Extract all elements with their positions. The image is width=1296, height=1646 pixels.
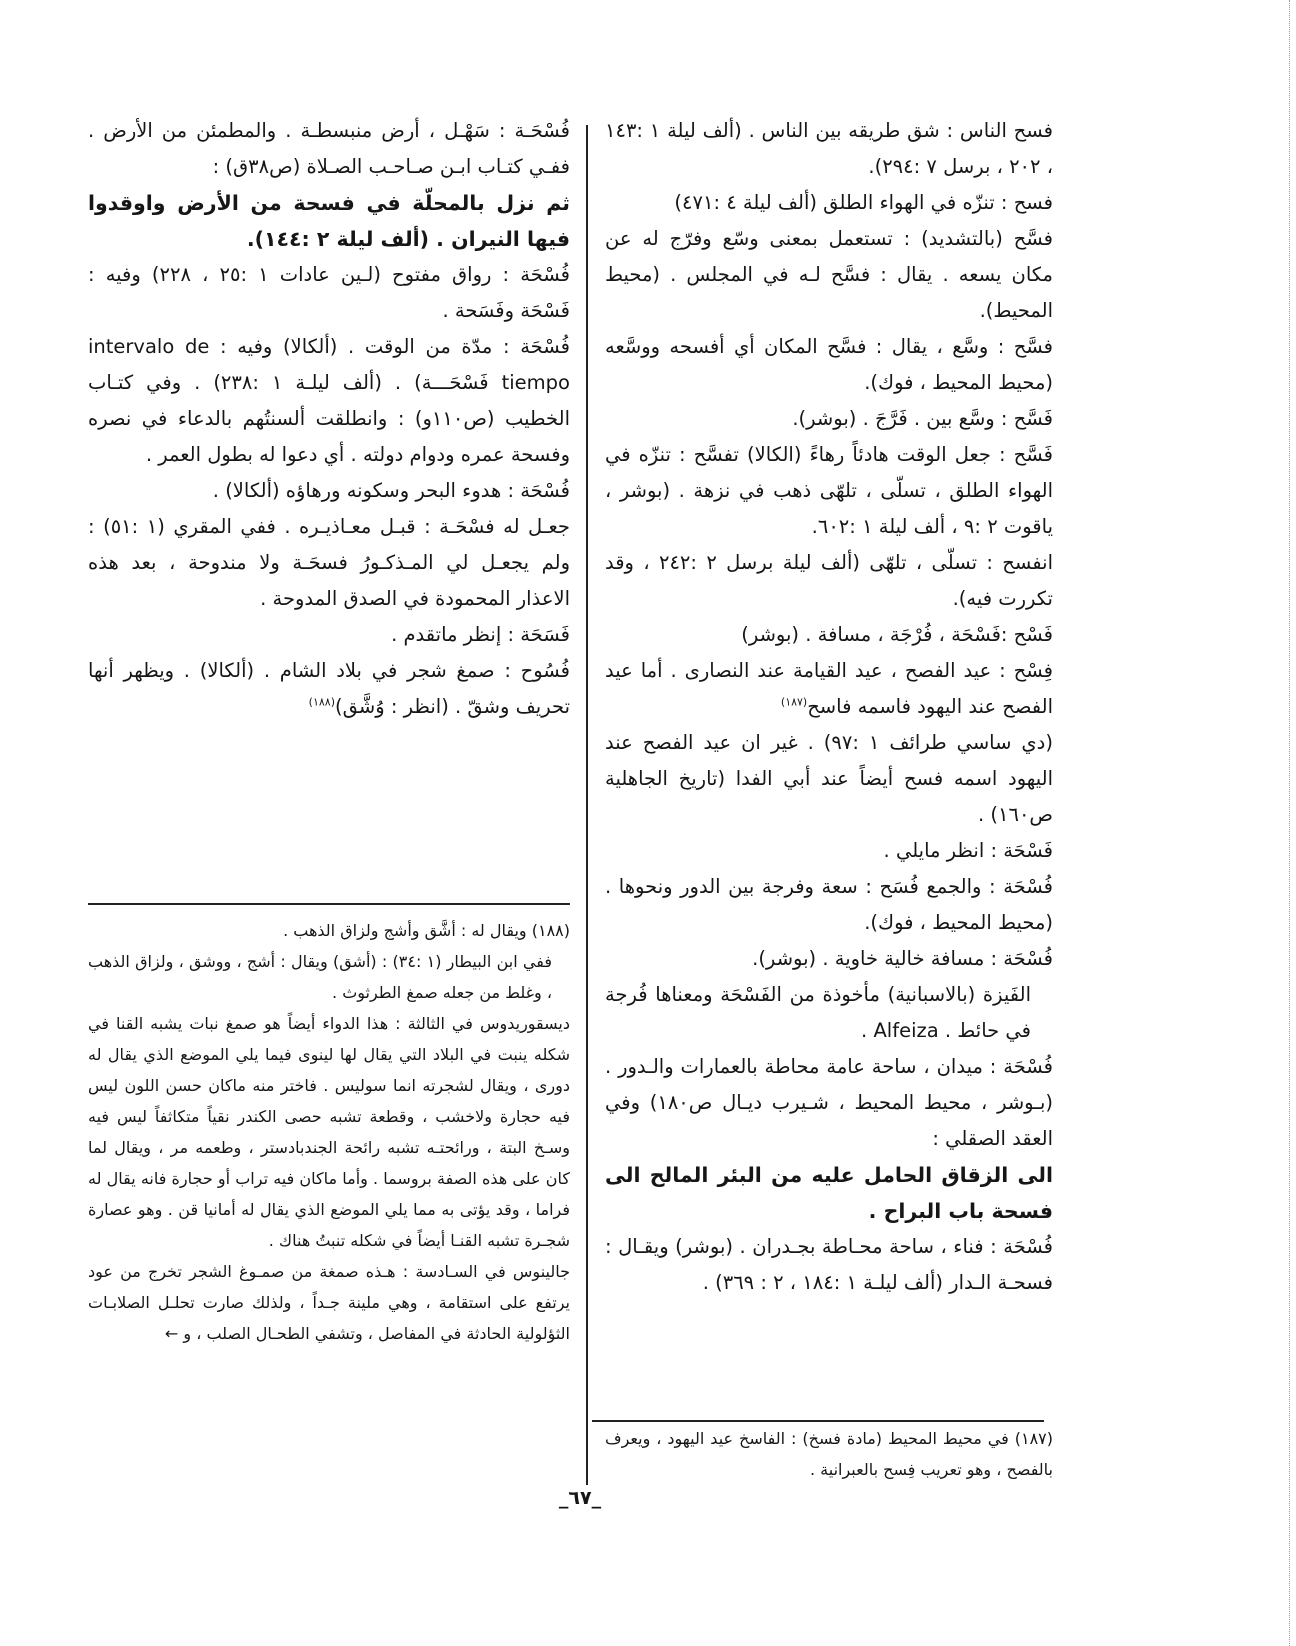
dictionary-entry-text: فُسْحَة : ميدان ، ساحة عامة محاطة بالعمارات والـدور . (بـوشر ، محيط المحيط ، شـيرب ديـال ص١٨٠) وفي العقد الصقلي : [605,1055,1053,1150]
dictionary-entry-text: فَسَّح : جعل الوقت هادئاً رهاءً (الكالا) تفسَّح : تنزّه في الهواء الطلق ، تسلّى ، تلهّى ذهب في نزهة . (بوشر ، ياقوت ٢ :٩ ، ألف ليلة ١ :٦٠٢. [605,443,1053,538]
footnote-paragraph-text: ديسقوريدوس في الثالثة : هذا الدواء أيضاً هو صمغ نبات يشبه القنا في شكله ينبت في البلاد التي يقال لها لينوى فيما يلي الموضع الذي يقال له دورى ، ويقال لشجرته انما سوليس . فاختر منه ماكان حسن اللون ليس فيه حجارة ولاخشب ، وقطعة تشبه حصى الكندر نقياً متكاثفاً ليس فيه وسـخ البتة ، ورائحتـه تشبه رائحة الجندبادستر ، وطعمه مر ، ويقال لما كان على هذه الصفة بروسما . وأما ماكان فيه تراب أو حجارة فانه يقال له فراما ، وقد يؤتى به مما يلي الموضع الذي يقال له أمانيا قن . وهو عصارة شجـرة تشبه القنـا أيضاً في شكله تنبتُ هناك . [88,1014,570,1250]
dictionary-entry [605,437,1053,545]
dictionary-entry [605,1157,1053,1229]
dictionary-entry [605,977,1053,1049]
dictionary-entry-text: (دي ساسي طرائف ١ :٩٧) . غير ان عيد الفصح عند اليهود اسمه فسح أيضاً عند أبي الفدا (تاريخ الجاهلية ص١٦٠) . [605,731,1053,826]
footnote-marker: (١٨٧) [780,695,808,709]
dictionary-entry-text: فُسُوح : صمغ شجر في بلاد الشام . (ألكالا) . ويظهر أنها تحريف وشقّ . (انظر : وُشَّق) [88,659,570,718]
footnote-paragraph-text: (١٨٨) ويقال له : أشَّق وأشج ولزاق الذهب . [283,921,570,940]
scan-edge-dots [1289,0,1290,1646]
dictionary-entry [88,473,570,509]
dictionary-entry-text: فسَّح (بالتشديد) : تستعمل بمعنى وسّع وفرّج له عن مكان يسعه . يقال : فسَّح لـه في المجلس . (محيط المحيط). [605,227,1053,322]
dictionary-entry-text: فَسَّح : وسَّع بين . فَرَّجَ . (بوشر). [792,407,1053,430]
footnote-paragraph-text: جالينوس في السـادسة : هـذه صمغة من صمـوغ الشجر تخرج من عود يرتفع على استقامة ، وهي ملينة جـداً ، ولذلك صارت تحلـل الصلابـات الثؤلولية الحادثة في المفاصل ، وتشفي الطحـال الصلب ، و ← [88,1262,570,1343]
dictionary-entry-text: فُسْحَة : هدوء البحر وسكونه ورهاؤه (ألكالا) . [212,479,570,502]
dictionary-entry [605,833,1053,869]
left-column [88,113,570,725]
dictionary-entry [605,185,1053,221]
footnote-188 [88,915,570,1349]
dictionary-entry [88,329,570,473]
footnote-paragraph-text: (١٨٧) في محيط المحيط (مادة فسخ) : الفاسخ عيد اليهود ، ويعرف بالفصح ، وهو تعريب فِسح بالعبرانية . [605,1429,1053,1479]
dictionary-entry [605,329,1053,401]
dictionary-entry [605,401,1053,437]
dictionary-entry [605,221,1053,329]
dictionary-entry [88,653,570,725]
footnote-paragraph [88,1256,570,1349]
dictionary-entry [605,545,1053,617]
dictionary-entry [605,653,1053,725]
dictionary-entry [605,617,1053,653]
dictionary-entry-text: الى الزقاق الحامل عليه من البئر المالح الى فسحة باب البراح . [605,1163,1053,1223]
page-number: _٦٧_ [558,1487,602,1509]
dictionary-entry-text: ثم نزل بالمحلّة في فسحة من الأرض واوقدوا فيها النيران . (ألف ليلة ٢ :١٤٤). [88,191,570,251]
dictionary-entry-text: الفَيزة (بالاسبانية) مأخوذة من الفَسْحَة ومعناها فُرجة في حائط . Alfeiza . [605,983,1031,1042]
dictionary-entry [88,617,570,653]
dictionary-entry [605,869,1053,941]
dictionary-entry [605,1049,1053,1157]
dictionary-entry-text: فُسْحَة : مسافة خالية خاوية . (بوشر). [752,947,1053,970]
footnote-rule-left [88,903,570,905]
dictionary-entry-text: فسَّح : وسَّع ، يقال : فسَّح المكان أي أفسحه ووسَّعه (محيط المحيط ، فوك). [605,335,1053,394]
footnote-187 [605,1423,1053,1485]
dictionary-entry [88,113,570,185]
dictionary-entry [88,509,570,617]
dictionary-entry [605,941,1053,977]
dictionary-entry-text: فُسْحَـة : سَهْـل ، أرض منبسطـة . والمطمئن من الأرض . ففـي كتـاب ابـن صـاحـب الصـلاة (ص٣٨ق) : [88,119,570,178]
dictionary-entry-text: فُسْحَة : والجمع فُسَح : سعة وفرجة بين الدور ونحوها . (محيط المحيط ، فوك). [605,875,1053,934]
footnote-paragraph [88,915,570,946]
dictionary-entry-text: فُسْحَة : فناء ، ساحة محـاطة بجـدران . (بوشر) ويقـال : فسحـة الـدار (ألف ليلـة ١ :١٨٤ ، ٢ : ٣٦٩) . [605,1235,1053,1294]
dictionary-entry-text: فسح الناس : شق طريقه بين الناس . (ألف ليلة ١ :١٤٣ ، ٢٠٢ ، برسل ٧ :٢٩٤). [605,119,1053,178]
column-divider [586,125,588,1485]
footnote-paragraph [88,946,570,1008]
dictionary-entry-text: فَسَحَة : إنظر ماتقدم . [391,623,570,646]
dictionary-entry [88,257,570,329]
footnote-paragraph [88,1008,570,1256]
dictionary-entry-text: فسح : تنزّه في الهواء الطلق (ألف ليلة ٤ :٤٧١) [674,191,1053,214]
dictionary-entry [88,185,570,257]
dictionary-entry-text: فَسْح :فَسْحَة ، فُرْجَة ، مسافة . (بوشر) [741,623,1053,646]
right-column [605,113,1053,1301]
footnote-rule-right [592,1420,1044,1422]
dictionary-entry-text: فُسْحَة : مدّة من الوقت . (ألكالا) وفيه : intervalo de tiempo فَسْحَـــة) . (ألف ليلـة ١ :٢٣٨) . وفي كتـاب الخطيب (ص١١٠و) : وانطلقت ألسنتُهم بالدعاء في نصره وفسحة عمره ودوام دولته . أي دعوا له بطول العمر . [88,335,570,466]
dictionary-entry [605,725,1053,833]
dictionary-entry-text: فِسْح : عيد الفصح ، عيد القيامة عند النصارى . أما عيد الفصح عند اليهود فاسمه فاسح [605,659,1053,718]
footnote-paragraph [605,1423,1053,1485]
footnote-marker: (١٨٨) [308,695,335,709]
dictionary-entry-text: انفسح : تسلّى ، تلهّى (ألف ليلة برسل ٢ :٢٤٢ ، وقد تكررت فيه). [605,551,1053,610]
dictionary-entry-text: فَسْحَة : انظر مايلي . [883,839,1053,862]
dictionary-entry-text: فُسْحَة : رواق مفتوح (لـين عادات ١ :٢٥ ، ٢٢٨) وفيه : فَسْحَة وفَسَحة . [88,263,570,322]
dictionary-entry-text: جعـل له فسْحَـة : قبـل معـاذيـره . ففي المقري (١ :٥١) : ولم يجعـل لي المـذكـورُ فسحَـة ولا مندوحة ، بعد هذه الاعذار المحمودة في الصدق المدوحة . [88,515,570,610]
dictionary-entry [605,1229,1053,1301]
dictionary-entry [605,113,1053,185]
footnote-paragraph-text: ففي ابن البيطار (١ :٣٤) : (أشق) ويقال : أشج ، ووشق ، ولزاق الذهب ، وغلط من جعله صمغ الطرثوث . [88,952,553,1002]
